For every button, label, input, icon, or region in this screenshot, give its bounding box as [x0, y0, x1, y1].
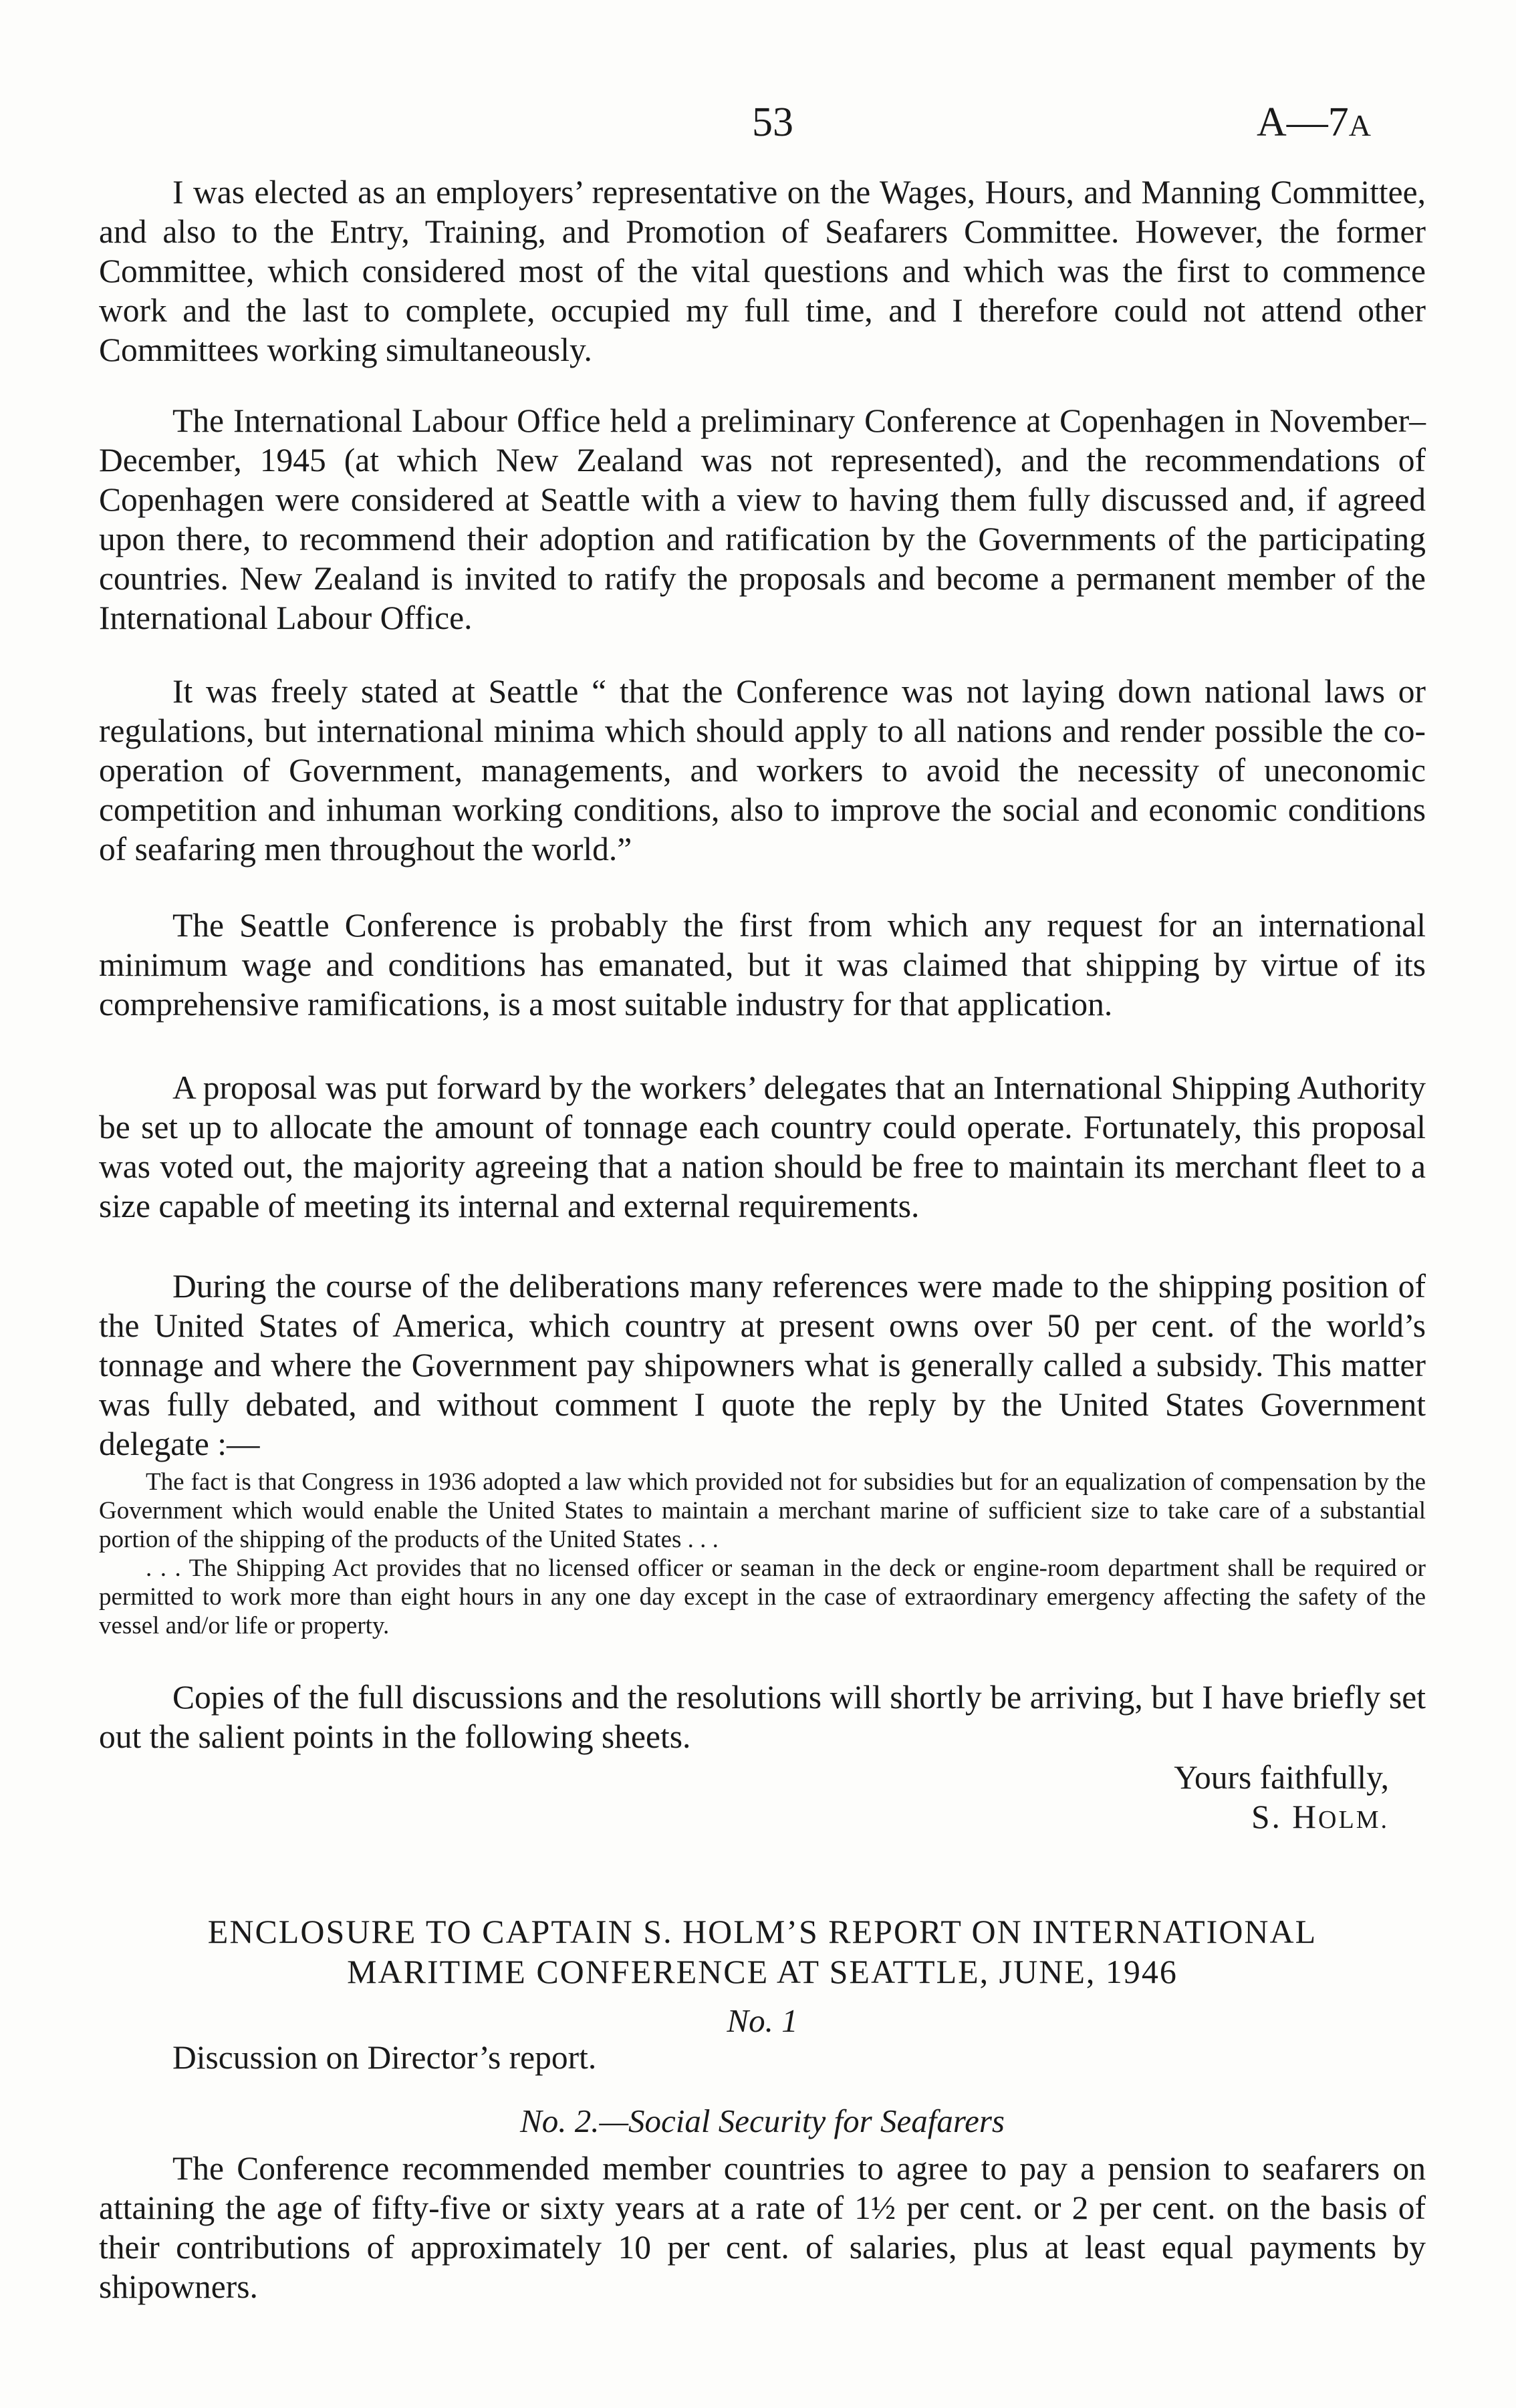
paragraph-text: During the course of the deliberations many references were made to the shipping position of the United States of America, which country at present owns over 50 per cent. of the world’s tonnage and where the Government pay shipowners what is generally called a subsidy. This matter was fully debated, and without comment I quote the reply by the United States Government delegate :— [99, 1268, 1426, 1462]
paragraph-3 [99, 672, 1426, 869]
signature [1174, 1797, 1389, 1840]
paragraph-text: The Seattle Conference is probably the first from which any request for an international minimum wage and conditions has emanated, but it was claimed that shipping by virtue of its comprehensive ramifications, is a most suitable industry for that application. [99, 907, 1426, 1023]
reference-suffix: A [1348, 108, 1372, 142]
page-number: 53 [752, 100, 793, 145]
paragraph-4 [99, 906, 1426, 1024]
paragraph-1 [99, 172, 1426, 370]
page-header [0, 99, 1516, 152]
enclosure-heading-line-2: MARITIME CONFERENCE AT SEATTLE, JUNE, 1946 [347, 1953, 1178, 1990]
paragraph-text: Copies of the full discussions and the resolutions will shortly be arriving, but I have briefly set out the salient points in the following sheets. [99, 1679, 1426, 1755]
item-1-title: No. 1 [727, 2002, 798, 2039]
valediction: Yours faithfully, [1174, 1759, 1389, 1796]
quote-part-1: The fact is that Congress in 1936 adopted a law which provided not for subsidies but for an equalization of compensation by the Government which would enable the United States to maintain a merchant marine of sufficient size to take care of a substantial portion of the shipping of the products of the United States . . . [99, 1468, 1426, 1553]
sign-off [1174, 1758, 1389, 1840]
paragraph-text: I was elected as an employers’ representative on the Wages, Hours, and Manning Committee, and also to the Entry, Training, and Promotion of Seafarers Committee. However, the former Committee, which considered most of the vital questions and which was the first to commence work and the last to complete, occupied my full time, and I therefore could not attend other Committees working simultaneously. [99, 174, 1426, 368]
item-2-title: No. 2.—Social Security for Seafarers [520, 2103, 1005, 2139]
document-reference [1257, 99, 1371, 146]
quote-part-2: . . . The Shipping Act provides that no licensed officer or seaman in the deck or engine-room department shall be required or permitted to work more than eight hours in any one day except in the case of extraordinary emergency affecting the safety of the vessel and/or life or property. [99, 1555, 1426, 1639]
paragraph-text: It was freely stated at Seattle “ that the Conference was not laying down national laws or regulations, but international minima which should apply to all nations and render possible the co-operation of Government, managements, and workers to avoid the necessity of uneconomic competition and inhuman working conditions, also to improve the social and economic conditions of seafaring men throughout the world.” [99, 673, 1426, 867]
item-2-paragraph [99, 2149, 1426, 2306]
paragraph-6 [99, 1266, 1426, 1464]
paragraph-text: The International Labour Office held a preliminary Conference at Copenhagen in November–December, 1945 (at which New Zealand was not represented), and the recommendations of Copenhagen were considered at Seattle with a view to having them fully discussed and, if agreed upon there, to recommend their adoption and ratification by the Governments of the participating countries. New Zealand is invited to ratify the proposals and become a permanent member of the International Labour Office. [99, 402, 1426, 636]
signature-first: S. H [1251, 1798, 1319, 1835]
reference-main: A—7 [1257, 100, 1349, 145]
paragraph-2 [99, 401, 1426, 638]
item-1-text: Discussion on Director’s report. [172, 2039, 597, 2076]
paragraph-text: A proposal was put forward by the workers’ delegates that an International Shipping Authority be set up to allocate the amount of tonnage each country could operate. Fortunately, this proposal was voted out, the majority agreeing that a nation should be free to maintain its merchant fleet to a size capable of meeting its internal and external requirements. [99, 1069, 1426, 1224]
closing-paragraph [99, 1678, 1426, 1756]
signature-rest: OLM. [1318, 1806, 1389, 1834]
quoted-passage [99, 1468, 1426, 1640]
paragraph-text: The Conference recommended member countries to agree to pay a pension to seafarers on attaining the age of fifty-five or sixty years at a rate of 1½ per cent. or 2 per cent. on the basis of their contributions of approximately 10 per cent. of salaries, plus at least equal payments by shipowners. [99, 2150, 1426, 2305]
enclosure-heading-line-1: ENCLOSURE TO CAPTAIN S. HOLM’S REPORT ON INTERNATIONAL [207, 1913, 1317, 1950]
paragraph-5 [99, 1068, 1426, 1226]
